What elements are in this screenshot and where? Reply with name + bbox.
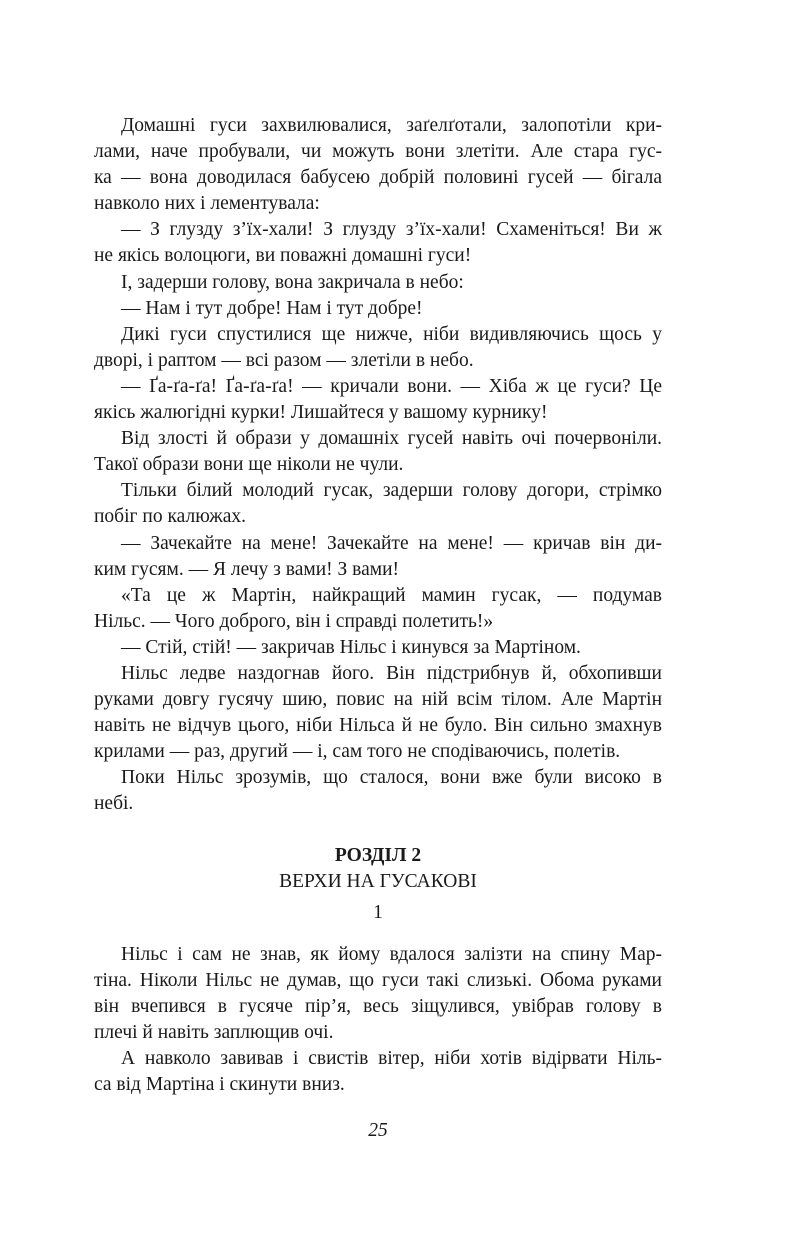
text-line: — Ґа-ґа-ґа! Ґа-ґа-ґа! — кричали вони. — Хіба ж це гуси? Це <box>121 375 662 397</box>
paragraph <box>94 296 662 322</box>
text-line: Домашні гуси захвилювалися, заґелґотали, залопотіли кри- <box>121 115 662 136</box>
paragraph <box>94 478 662 530</box>
text-line: Поки Нільс зрозумів, що сталося, вони вже були високо в <box>121 767 662 789</box>
text-line: Дикі гуси спустилися ще нижче, ніби видивляючись щось у <box>121 323 662 345</box>
paragraph <box>94 1046 662 1098</box>
text-line: руками довгу гусячу шию, повис на ній всім тілом. Але Мартін <box>94 689 662 711</box>
chapter-part-number: 1 <box>373 902 383 923</box>
paragraph <box>94 942 662 1046</box>
text-line: якісь жалюгідні курки! Лишайтеся у вашому курнику! <box>94 402 548 424</box>
text-section-2 <box>94 942 662 1099</box>
paragraph <box>94 661 662 765</box>
paragraph <box>94 765 662 817</box>
text-line: І, задерши голову, вона закричала в небо: <box>121 271 464 293</box>
text-section-1 <box>94 113 662 818</box>
text-line: навколо них і лементувала: <box>94 193 320 215</box>
chapter-title: ВЕРХИ НА ГУСАКОВІ <box>279 871 477 892</box>
text-line: він вчепився в гусяче пір’я, весь зіщулився, увібрав голову в <box>94 996 662 1018</box>
text-line: крилами — раз, другий — і, сам того не сподіваючись, полетів. <box>94 741 621 763</box>
text-line: Тільки білий молодий гусак, задерши голову догори, стрімко <box>121 480 662 502</box>
text-line: ка — вона доводилася бабусею добрій половині гусей — бігала <box>94 167 662 189</box>
chapter-number: РОЗДІЛ 2 <box>334 845 422 866</box>
text-line: Нільс ледве наздогнав його. Він підстрибнув й, обхопивши <box>121 662 662 684</box>
paragraph <box>94 322 662 374</box>
paragraph <box>94 583 662 635</box>
text-line: са від Мартіна і скинути вниз. <box>94 1074 345 1096</box>
text-line: побіг по калюжах. <box>94 506 247 528</box>
paragraph <box>94 217 662 269</box>
paragraph <box>94 270 662 296</box>
text-line: не якісь волоцюги, ви поважні домашні гуси! <box>94 245 472 267</box>
paragraph <box>94 113 662 217</box>
text-line: плечі й навіть заплющив очі. <box>94 1022 334 1044</box>
text-line: — Зачекайте на мене! Зачекайте на мене! — кричав він ди- <box>121 532 662 554</box>
text-line: — З глузду з’їх-хали! З глузду з’їх-хали! Схаменіться! Ви ж <box>121 219 662 241</box>
text-line: Від злості й образи у домашніх гусей навіть очі почервоніли. <box>121 428 662 450</box>
text-line: «Та це ж Мартін, найкращий мамин гусак, — подумав <box>121 584 662 606</box>
text-line: Нільс. — Чого доброго, він і справді полетить!» <box>94 610 494 632</box>
text-line: — Нам і тут добре! Нам і тут добре! <box>121 297 423 319</box>
text-line: — Стій, стій! — закричав Нільс і кинувся за Мартіном. <box>121 636 581 658</box>
text-line: Такої образи вони ще ніколи не чули. <box>94 454 404 476</box>
paragraph <box>94 426 662 478</box>
text-line: ким гусям. — Я лечу з вами! З вами! <box>94 558 400 580</box>
page-number: 25 <box>368 1120 388 1141</box>
text-line: дворі, і раптом — всі разом — злетіли в небо. <box>94 349 474 371</box>
text-line: тіна. Ніколи Нільс не думав, що гуси такі слизькі. Обома руками <box>94 970 662 992</box>
text-line: Нільс і сам не знав, як йому вдалося залізти на спину Мар- <box>121 944 662 965</box>
paragraph <box>94 531 662 583</box>
text-line: навіть не відчув цього, ніби Нільса й не було. Він сильно змахнув <box>94 715 662 737</box>
text-line: А навколо завивав і свистів вітер, ніби хотів відірвати Ніль- <box>121 1048 662 1070</box>
paragraph <box>94 635 662 661</box>
text-line: небі. <box>94 793 134 815</box>
text-line: лами, наче пробували, чи можуть вони злетіти. Але стара гус- <box>94 141 662 163</box>
paragraph <box>94 374 662 426</box>
